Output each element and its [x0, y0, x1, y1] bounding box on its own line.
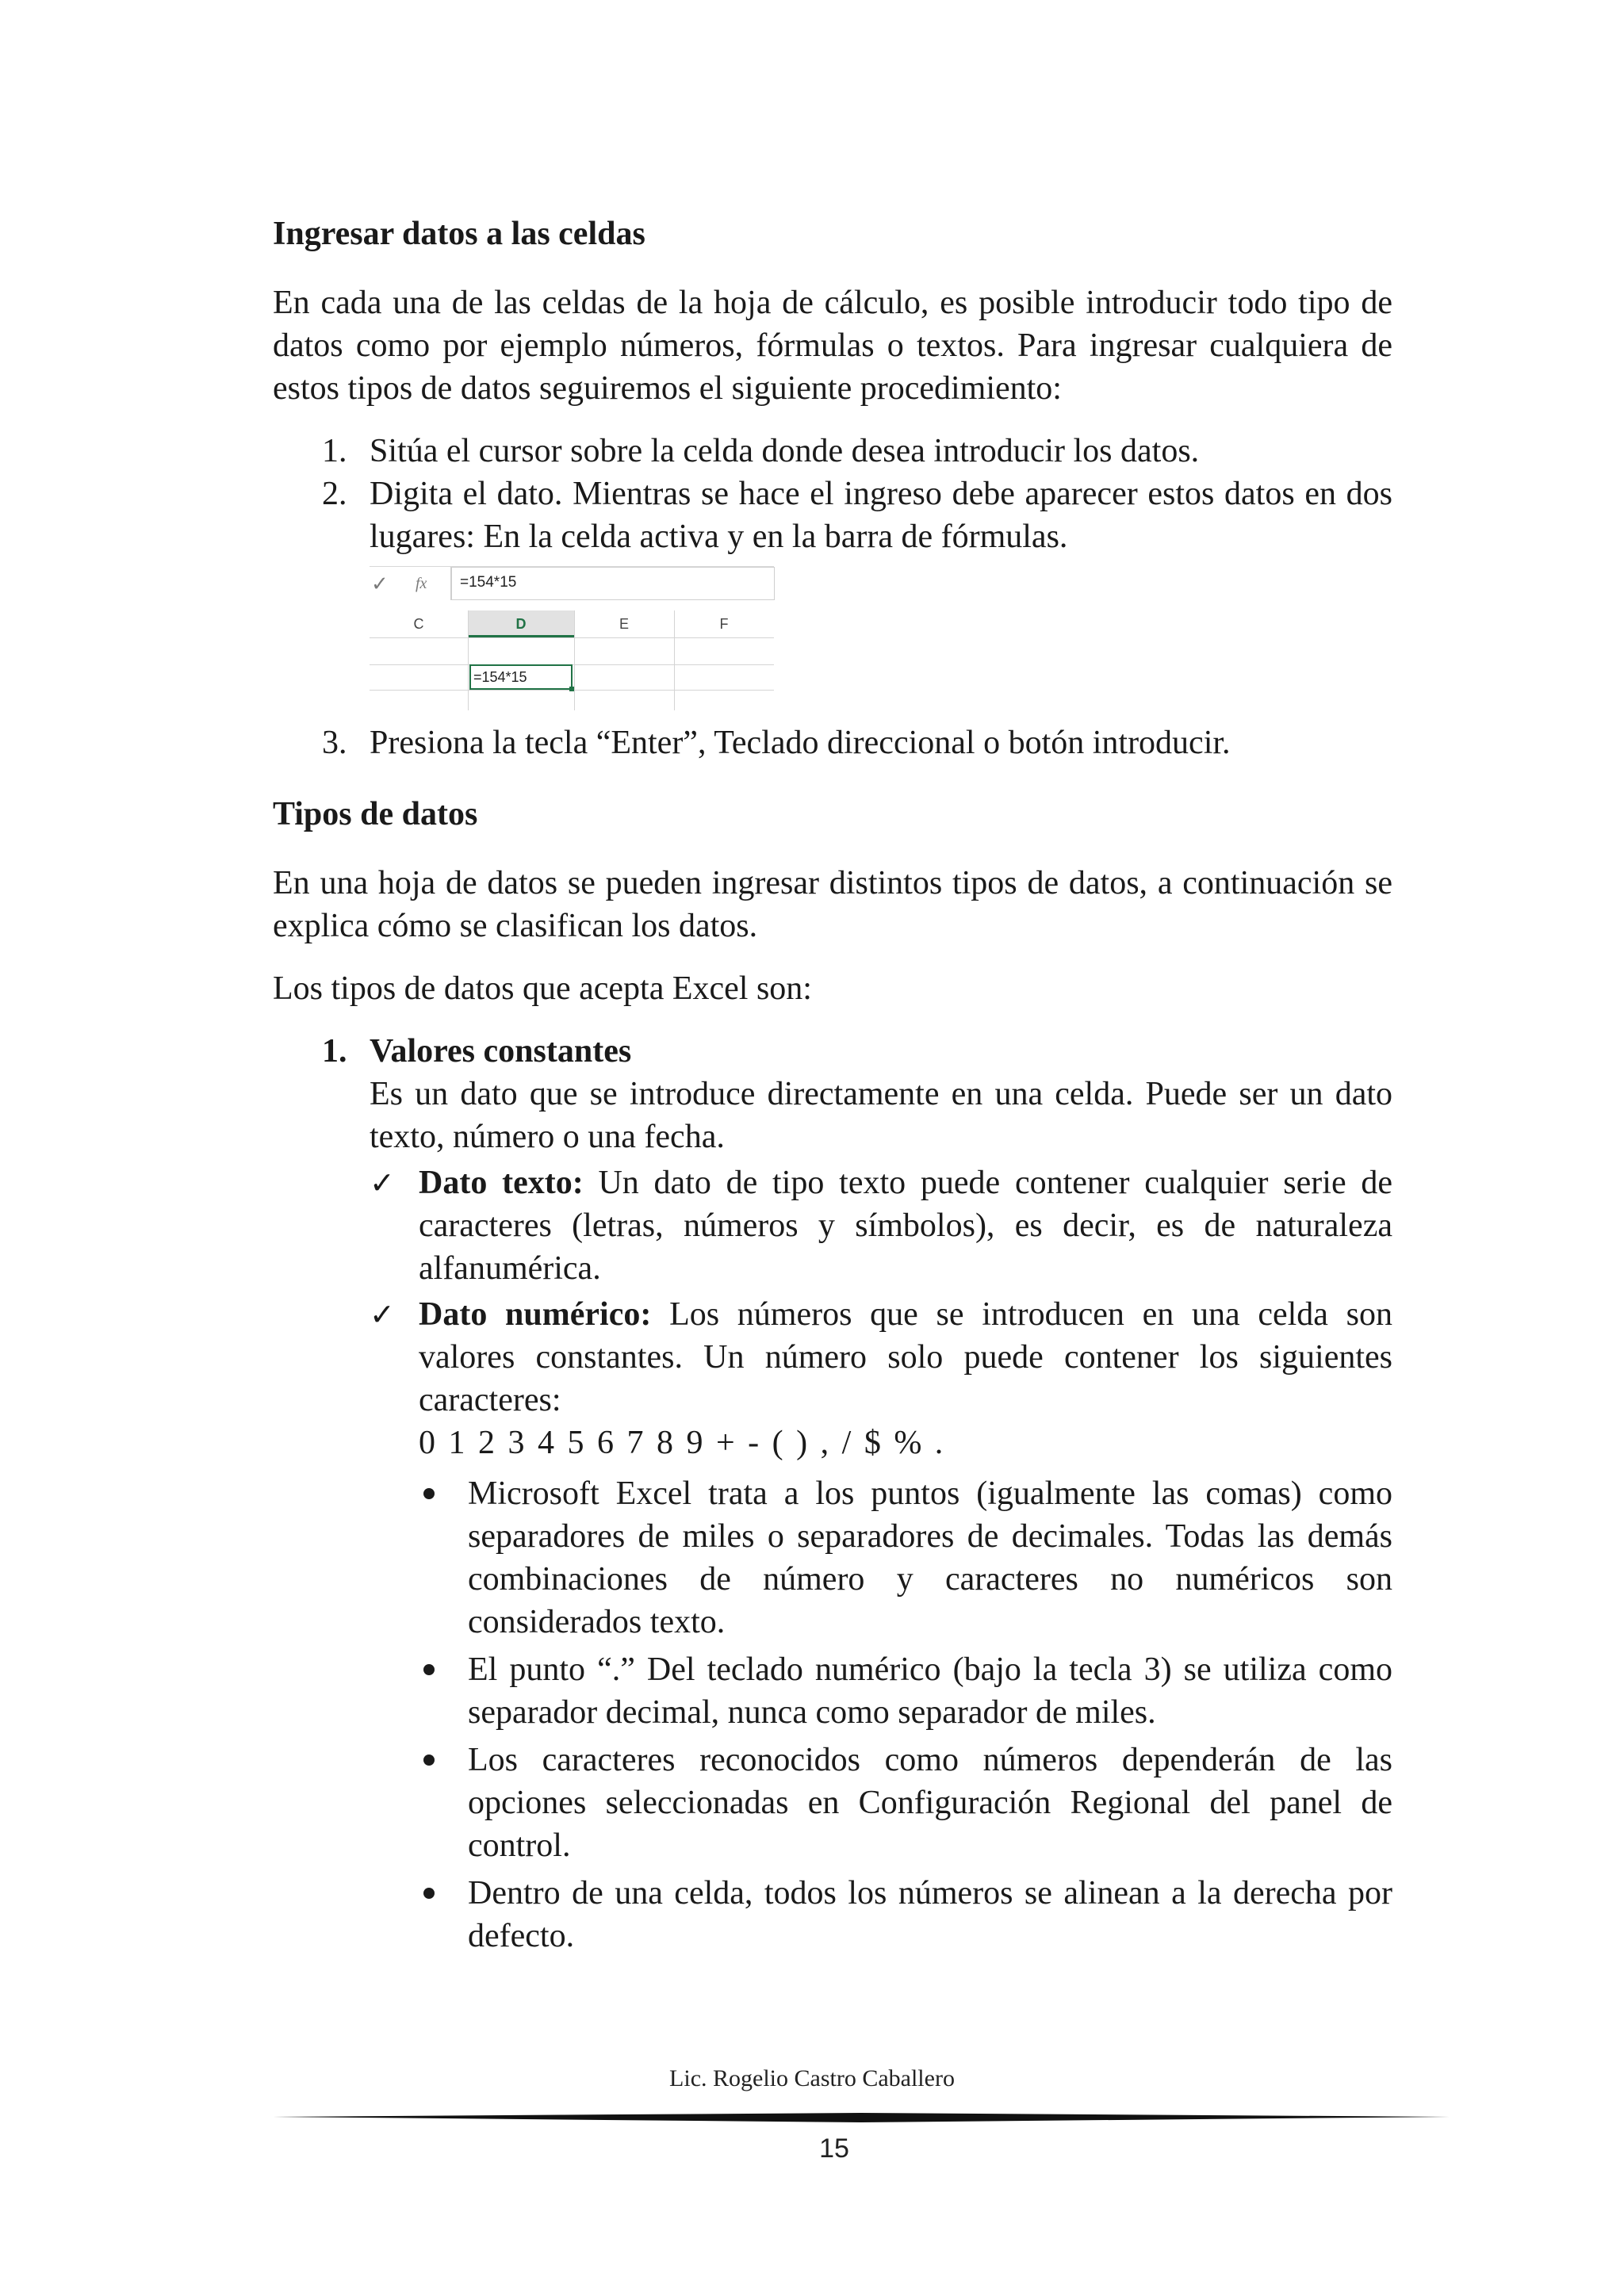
active-cell-value: =154*15 — [473, 669, 527, 685]
grid-line — [574, 610, 575, 710]
bullet-item — [273, 1872, 1392, 1957]
formula-input — [450, 567, 775, 600]
column-header-c: C — [413, 616, 424, 632]
column-header-e: E — [619, 616, 629, 632]
step-text: Sitúa el cursor sobre la celda donde desea introducir los datos. — [370, 433, 1200, 469]
procedure-steps-continued — [273, 721, 1392, 764]
step-1 — [273, 430, 1392, 473]
intro-paragraph: En cada una de las celdas de la hoja de cálculo, es posible introducir todo tipo de datos como por ejemplo números, fórmulas o textos. Para ingresar cualquiera de estos tipos de datos seguiremos el siguiente procedimiento: — [273, 285, 1392, 407]
types-intro: En una hoja de datos se pueden ingresar distintos tipos de datos, a continuación se explica cómo se clasifican los datos. — [273, 865, 1392, 944]
step-text: Presiona la tecla “Enter”, Teclado direccional o botón introducir. — [370, 725, 1231, 761]
bullet-item — [273, 1739, 1392, 1867]
bullet-icon — [423, 1664, 435, 1675]
footer-author: Lic. Rogelio Castro Caballero — [669, 2065, 955, 2091]
item-description: Es un dato que se introduce directamente en una celda. Puede ser un dato texto, número o una fecha. — [370, 1076, 1392, 1155]
page-number: 15 — [819, 2133, 849, 2164]
sheet-grid — [370, 610, 774, 710]
bullet-text: El punto “.” Del teclado numérico (bajo la tecla 3) se utiliza como separador decimal, nunca como separador de miles. — [468, 1651, 1392, 1731]
fill-handle — [569, 687, 574, 691]
footer-rule — [273, 2112, 1450, 2123]
grid-line — [468, 610, 469, 710]
formula-text: =154*15 — [460, 574, 517, 591]
bullet-text: Microsoft Excel trata a los puntos (igualmente las comas) como separadores de miles o separadores de decimales. Todas las demás combinaciones de número y caracteres no numéricos son considerados texto. — [468, 1475, 1392, 1640]
item-number: 1. — [322, 1033, 347, 1070]
section-title-ingresar: Ingresar datos a las celdas — [273, 216, 645, 252]
item-title: Valores constantes — [370, 1033, 632, 1070]
check-text: Los números que se introducen en una celda son valores constantes. Un número solo puede contener los siguientes caracteres: — [419, 1296, 1392, 1418]
check-text: Un dato de tipo texto puede contener cualquier serie de caracteres (letras, números y símbolos), es decir, es de naturaleza alfanumérica. — [419, 1165, 1392, 1287]
formula-bar — [370, 566, 774, 602]
check-label: Dato numérico: — [419, 1296, 652, 1333]
bullet-item — [273, 1472, 1392, 1644]
page-content — [273, 212, 1392, 1962]
grid-line — [370, 637, 774, 638]
step-number: 1. — [322, 433, 347, 469]
check-dato-numerico — [273, 1293, 1392, 1422]
check-label: Dato texto: — [419, 1165, 584, 1201]
excel-screenshot — [370, 566, 774, 710]
type-item-1 — [273, 1030, 1392, 1158]
bullet-icon — [423, 1488, 435, 1499]
bullet-icon — [423, 1755, 435, 1766]
step-3 — [273, 721, 1392, 764]
step-number: 3. — [322, 725, 347, 761]
grid-line — [674, 610, 675, 710]
checkmark-icon: ✓ — [370, 1297, 395, 1332]
column-header-f: F — [719, 616, 729, 632]
checkmark-icon: ✓ — [370, 1165, 395, 1200]
fx-icon: fx — [416, 575, 427, 592]
numeric-characters: 0 1 2 3 4 5 6 7 8 9 + - ( ) , / $ % . — [419, 1425, 946, 1461]
column-header-d: D — [468, 610, 574, 637]
procedure-steps — [273, 430, 1392, 558]
step-2 — [273, 473, 1392, 558]
bullet-icon — [423, 1888, 435, 1899]
types-accepts: Los tipos de datos que acepta Excel son: — [273, 970, 812, 1007]
bullet-text: Dentro de una celda, todos los números se alinean a la derecha por defecto. — [468, 1875, 1392, 1954]
step-number: 2. — [322, 476, 347, 512]
section-title-tipos: Tipos de datos — [273, 796, 478, 832]
active-cell — [469, 664, 573, 690]
check-icon: ✓ — [371, 572, 389, 595]
step-text: Digita el dato. Mientras se hace el ingreso debe aparecer estos datos en dos lugares: En la celda activa y en la barra de fórmulas. — [370, 476, 1392, 555]
bullet-item — [273, 1648, 1392, 1734]
bullet-text: Los caracteres reconocidos como números dependerán de las opciones seleccionadas en Configuración Regional del panel de control. — [468, 1742, 1392, 1864]
check-dato-texto — [273, 1161, 1392, 1290]
